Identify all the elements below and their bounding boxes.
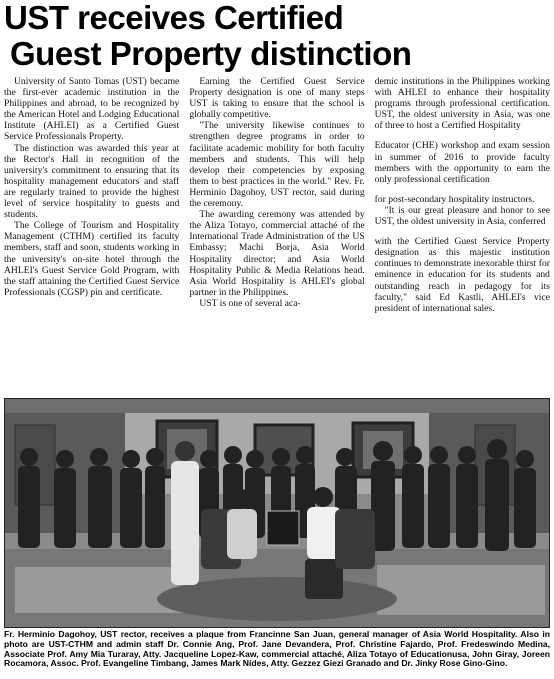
- article-column-1: [4, 76, 179, 394]
- article-column-3: [375, 76, 550, 394]
- article-paragraph: Educator (CHE) workshop and exam session in summer of 2016 to provide faculty members with the opportunity to earn the only professional certification: [374, 140, 550, 185]
- article-paragraph: The College of Tourism and Hospitality Management (CTHM) certified its faculty members, staff and soon, students working in the university's on-site hotel through the AHLEI's Guest Service Gold Program, with the staff attaining the Certified Guest Service Professionals (CGSP) pin and certificate.: [4, 220, 180, 298]
- article-paragraph: "The university likewise continues to strengthen degree programs in order to facilitate academic mobility for both faculty members and students. This will help develop their competencies by exposing them to best practices in the world." Rev. Fr. Herminio Dagohoy, UST rector, said during the ceremony.: [189, 120, 365, 210]
- headline: [4, 0, 550, 72]
- headline-line-1: UST receives Certified: [4, 0, 344, 36]
- article-paragraph: UST is one of several aca-: [199, 297, 301, 309]
- article-paragraph: demic institutions in the Philippines working with AHLEI to enhance their hospitality programs through professional certification. UST, the oldest university in Asia, was one of three to host a Certified Hospitality: [374, 76, 550, 132]
- headline-line-2: Guest Property distinction: [10, 35, 412, 72]
- article-paragraph: Earning the Certified Guest Service Property designation is one of many steps UST is taking to ensure that the school is globally competitive.: [189, 76, 365, 121]
- article-paragraph: with the Certified Guest Service Property designation as this majestic institution continues to demonstrate inexorable thirst for eminence in education for its students and outstanding reach in pedagogy for its faculty," said Ed Kastli, AHLEI's vice president of international sales.: [374, 236, 550, 314]
- article-paragraph: The distinction was awarded this year at the Rector's Hall in recognition of the university's commitment to ensuring that its hospitality management educators and staff are regularly trained to provide the highest level of service hospitality to guests and students.: [4, 142, 180, 221]
- article-paragraph: The awarding ceremony was attended by the Aliza Totayo, commercial attaché of the International Trade Administration of the US Embassy; Machi Borja, Asia World Hospitality director; and Asia World Hospitality Public & Media Relations head. Asia World Hospitality is AHLEI's global partner in the Philippines.: [189, 209, 365, 298]
- event-photo: [4, 398, 550, 628]
- article-paragraph: for post-secondary hospitality instructors.: [374, 193, 535, 205]
- photo-caption: Fr. Herminio Dagohoy, UST rector, receives a plaque from Francinne San Juan, general manager of Asia World Hospitality. Also in photo are UST-CTHM and admin staff Dr. Connie Ang, Prof. Jane Devandera, Prof. Christine Fajardo, Prof. Fredeswindo Medina, Associate Prof. Amy Mia Turaray, Atty. Jacqueline Lopez-Kaw, commercial attaché, Aliza Totayo of Educationusa, John Giray, Joreen Rocamora, Assoc. Prof. Evangeline Timbang, James Mark Nides, Atty. Gezzez Giezi Granado and Dr. Jinky Rose Gino-Gino.: [4, 629, 550, 669]
- article-paragraph: "It is our great pleasure and honor to see UST, the oldest university in Asia, conferred: [374, 204, 550, 228]
- group-photo-illustration: [5, 399, 549, 627]
- article-paragraph: University of Santo Tomas (UST) became the first-ever academic institution in the Philippines and abroad, to be recognized by the American Hotel and Lodging Educational Institute (AHLEI) as a Certified Guest Service Professionals Property.: [4, 76, 180, 143]
- article-body: [4, 76, 550, 394]
- article-column-2: [189, 76, 364, 394]
